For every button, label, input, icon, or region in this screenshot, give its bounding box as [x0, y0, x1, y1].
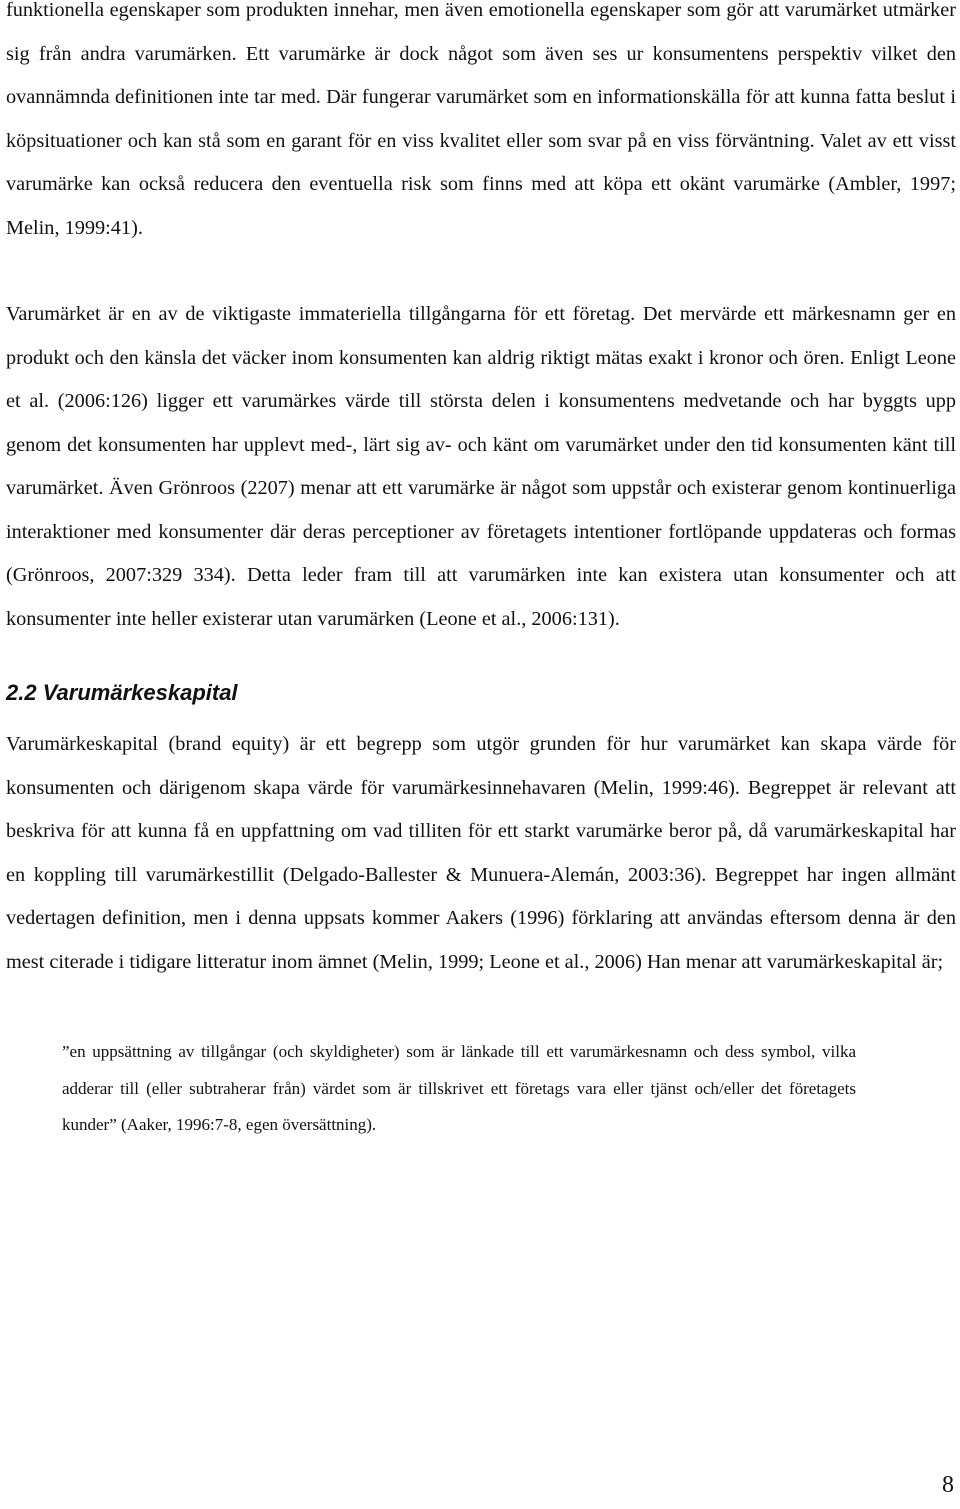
page-number: 8 — [942, 1472, 954, 1498]
body-paragraph-2: Varumärket är en av de viktigaste immateriella tillgångarna för ett företag. Det mervärde ett märkesnamn ger en produkt och den känsla det väcker inom konsumenten kan aldrig riktigt mätas exakt i kronor och ören. Enligt Leone et al. (2006:126) ligger ett varumärkes värde till största delen i konsumentens medvetande och har byggts upp genom det konsumenten har upplevt med-, lärt sig av- och känt om varumärket under den tid konsumenten känt till varumärket. Även Grönroos (2207) menar att ett varumärke är något som uppstår och existerar genom kontinuerliga interaktioner med konsumenter där deras perceptioner av företagets intentioner fortlöpande uppdateras och formas (Grönroos, 2007:329 334). Detta leder fram till att varumärken inte kan existera utan konsumenter och att konsumenter inte heller existerar utan varumärken (Leone et al., 2006:131). — [6, 303, 956, 630]
document-page — [6, 0, 956, 1144]
section-paragraph: Varumärkeskapital (brand equity) är ett begrepp som utgör grunden för hur varumärket kan skapa värde för konsumenten och därigenom skapa värde för varumärkesinnehavaren (Melin, 1999:46). Begreppet är relevant att beskriva för att kunna få en uppfattning om vad tilliten för ett starkt varumärke beror på, då varumärkeskapital har en koppling till varumärkestillit (Delgado-Ballester & Munuera-Alemán, 2003:36). Begreppet har ingen allmänt vedertagen definition, men i denna uppsats kommer Aakers (1996) förklaring att användas eftersom denna är den mest citerade i tidigare litteratur inom ämnet (Melin, 1999; Leone et al., 2006) Han menar att varumärkeskapital är; — [6, 733, 956, 973]
body-paragraph-1: funktionella egenskaper som produkten innehar, men även emotionella egenskaper som gör att varumärket utmärker sig från andra varumärken. Ett varumärke är dock något som även ses ur konsumentens perspektiv vilket den ovannämnda definitionen inte tar med. Där fungerar varumärket som en informationskälla för att kunna fatta beslut i köpsituationer och kan stå som en garant för en viss kvalitet eller som svar på en viss förväntning. Valet av ett visst varumärke kan också reducera den eventuella risk som finns med att köpa ett okänt varumärke (Ambler, 1997; Melin, 1999:41). — [6, 0, 956, 239]
section-heading: 2.2 Varumärkeskapital — [6, 680, 238, 705]
block-quote: ”en uppsättning av tillgångar (och skyldigheter) som är länkade till ett varumärkesnamn och dess symbol, vilka adderar till (eller subtraherar från) värdet som är tillskrivet ett företags vara eller tjänst och/eller det företagets kunder” (Aaker, 1996:7-8, egen översättning). — [62, 1042, 856, 1134]
